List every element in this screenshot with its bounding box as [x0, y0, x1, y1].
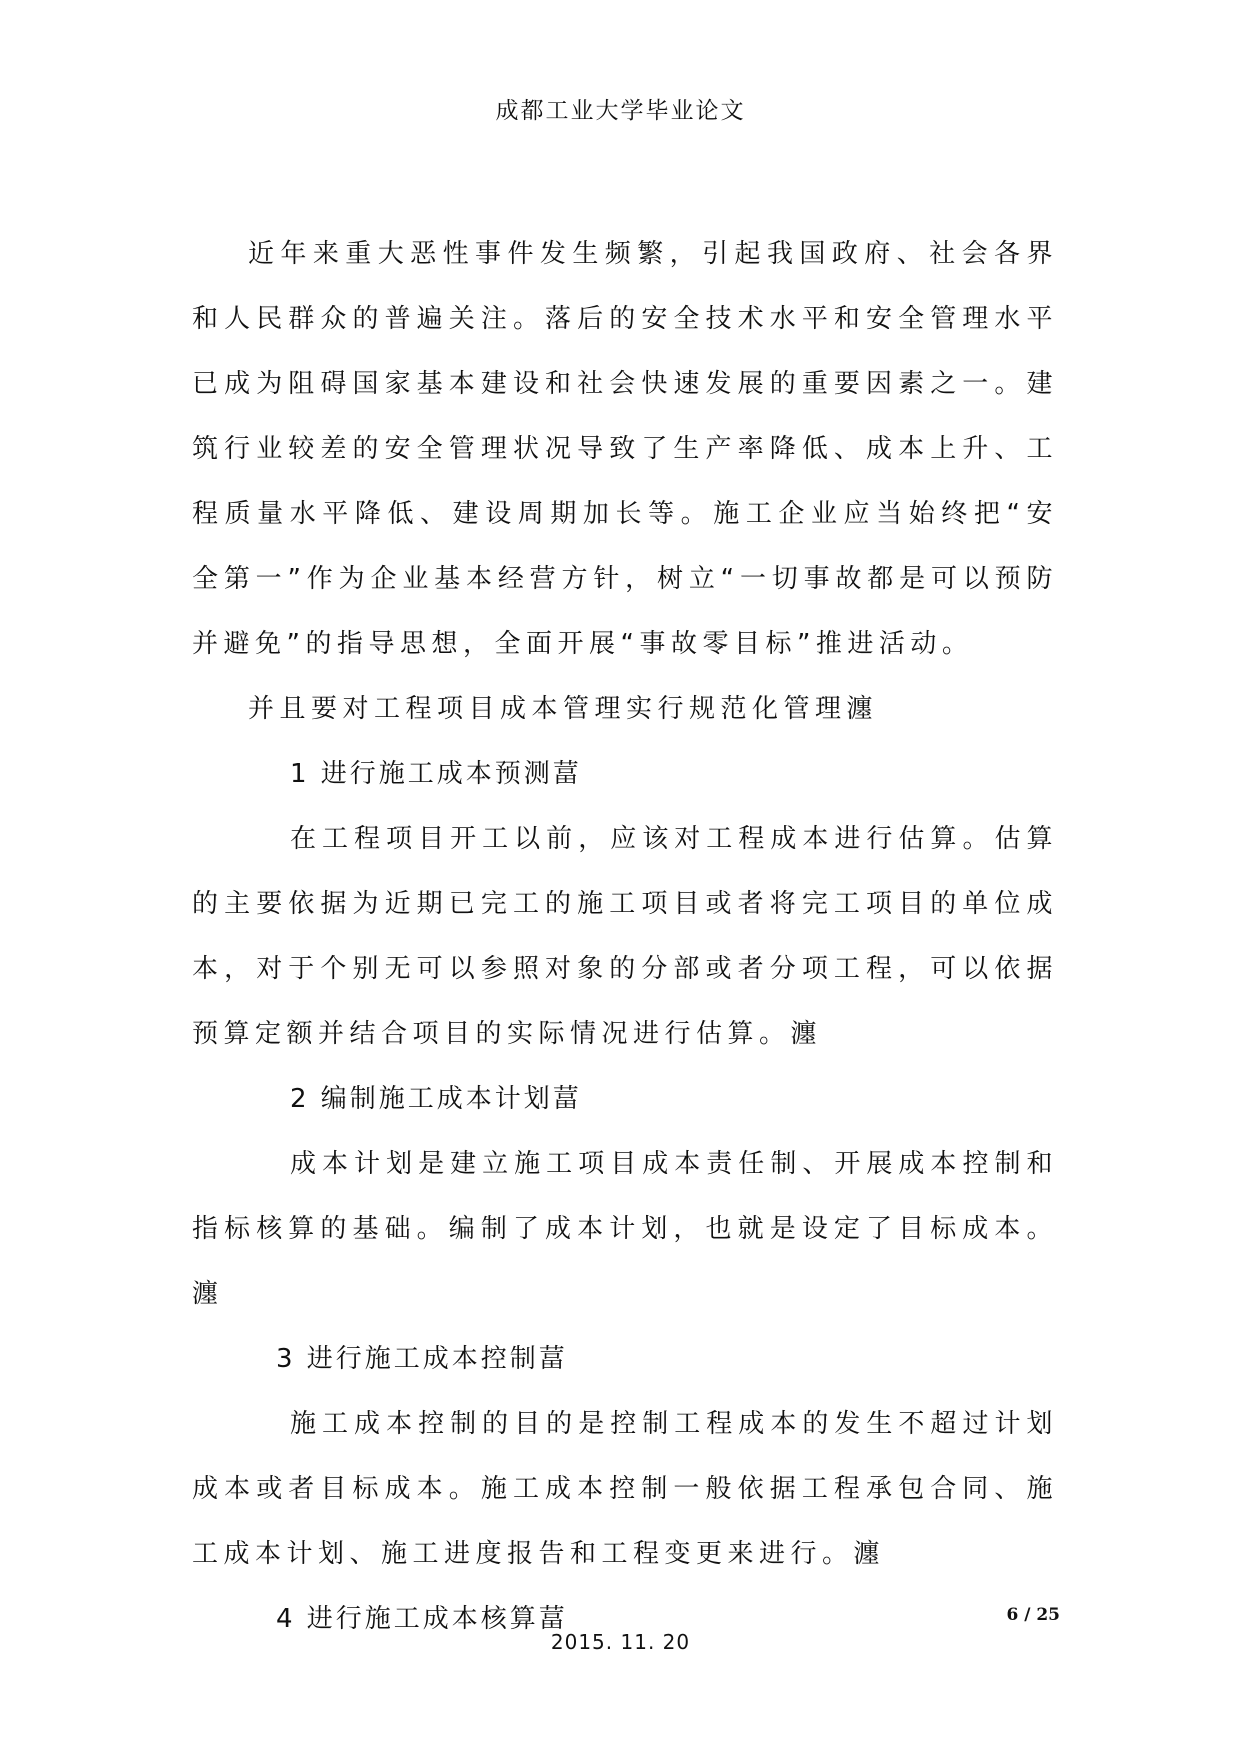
- lead-line: 并且要对工程项目成本管理实行规范化管理瀍: [248, 694, 879, 724]
- section-heading-1: 1 进行施工成本预测葍: [290, 759, 582, 789]
- section-heading-2: 2 编制施工成本计划葍: [290, 1084, 582, 1114]
- section-heading-4: 4 进行施工成本核算葍: [276, 1604, 568, 1634]
- intro-paragraph: 近年来重大恶性事件发生频繁，引起我国政府、社会各界和人民群众的普遍关注。落后的安全技术水平和安全管理水平已成为阻碍国家基本建设和社会快速发展的重要因素之一。建筑行业较差的安全管理状况导致了生产率降低、成本上升、工程质量水平降低、建设周期加长等。施工企业应当始终把“安全第一”作为企业基本经营方针，树立“一切事故都是可以预防并避免”的指导思想，全面开展“事故零目标”推进活动。: [192, 239, 1058, 659]
- footer-date: 2015. 11. 20: [550, 1630, 691, 1654]
- section-body-2: 成本计划是建立施工项目成本责任制、开展成本控制和指标核算的基础。编制了成本计划，也就是设定了目标成本。瀍: [192, 1149, 1058, 1309]
- section-body-3: 施工成本控制的目的是控制工程成本的发生不超过计划成本或者目标成本。施工成本控制一般依据工程承包合同、施工成本计划、施工进度报告和工程变更来进行。瀍: [192, 1409, 1058, 1569]
- running-header: 成都工业大学毕业论文: [495, 98, 746, 124]
- document-body: [192, 222, 1058, 1652]
- page-number: 6 / 25: [1006, 1605, 1060, 1625]
- section-body-1: 在工程项目开工以前，应该对工程成本进行估算。估算的主要依据为近期已完工的施工项目或者将完工项目的单位成本，对于个别无可以参照对象的分部或者分项工程，可以依据预算定额并结合项目的实际情况进行估算。瀍: [192, 824, 1058, 1049]
- section-heading-3: 3 进行施工成本控制葍: [276, 1344, 568, 1374]
